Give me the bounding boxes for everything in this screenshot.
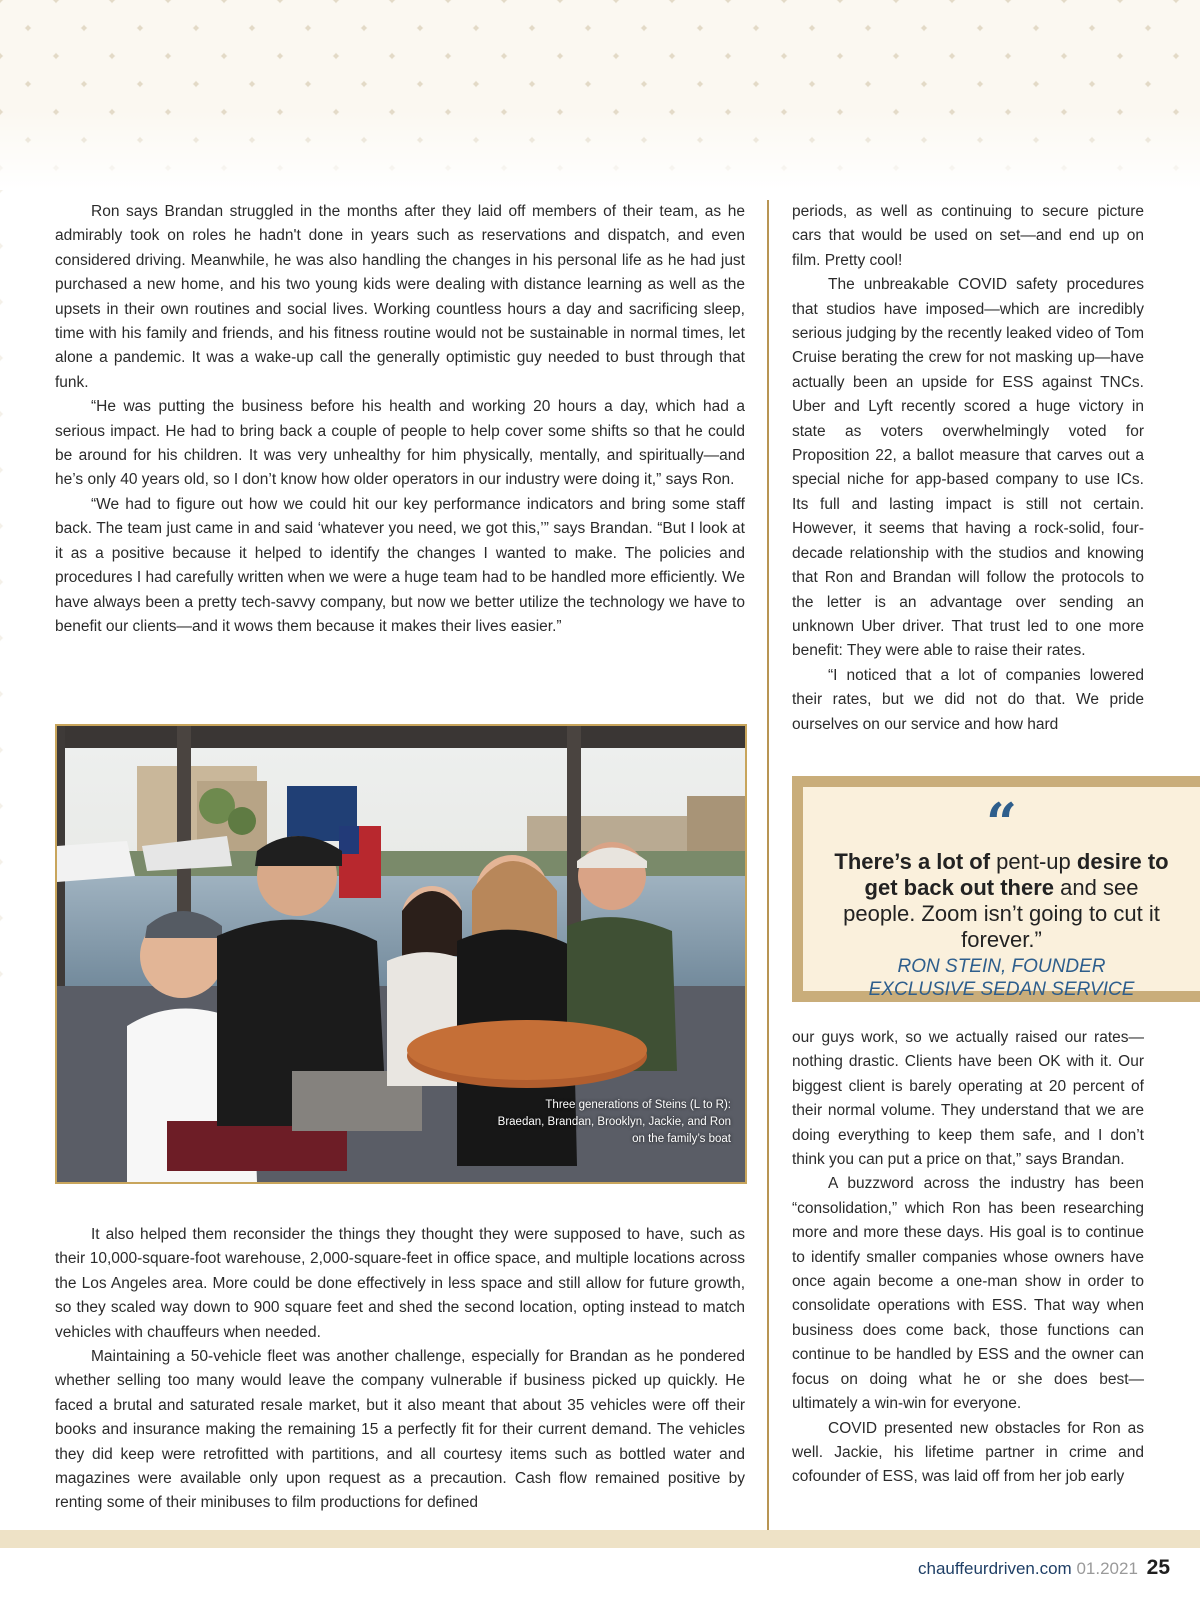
footer-band — [0, 1530, 1200, 1548]
paragraph: our guys work, so we actually raised our rates—nothing drastic. Clients have been OK with it. Our biggest client is barely operating at 20 percent of their normal volume. They understand that we are doing everything to keep them safe, and I don’t think you can put a price on that,” says Brandan. — [792, 1029, 1144, 1169]
pull-quote-box — [803, 787, 1200, 1000]
header-pattern-fade — [0, 110, 1200, 190]
quote-bold-2: desire to get back out there — [864, 849, 1169, 900]
photo-caption — [441, 1097, 731, 1148]
quote-bold-1: There’s a lot of — [834, 849, 991, 874]
column-divider — [767, 200, 769, 1530]
paragraph: It also helped them reconsider the things they thought they were supposed to have, such as their 10,000-square-foot warehouse, 2,000-square-feet in office space, and multiple locations across the Los Angeles area. More could be done effectively in less space and still allow for future growth, so they scaled way down to 900 square feet and shed the second location, opting instead to match vehicles with chauffeurs when needed. — [55, 1226, 745, 1341]
article-column-right-bottom — [792, 1026, 1144, 1490]
quote-regular-1: pent-up — [990, 849, 1077, 874]
issue-date: 01.2021 — [1076, 1559, 1138, 1578]
attribution-name: RON STEIN, FOUNDER — [897, 956, 1106, 977]
quote-attribution — [803, 955, 1200, 1001]
quote-regular-2: and see people. Zoom isn’t going to cut it forever.” — [843, 875, 1160, 952]
pull-quote — [792, 776, 1200, 1002]
article-column-left-top — [55, 200, 745, 639]
site-name: chauffeurdriven.com — [918, 1559, 1072, 1578]
quote-mark-icon: “ — [985, 791, 1018, 855]
side-pattern — [0, 190, 52, 990]
paragraph: Ron says Brandan struggled in the months after they laid off members of their team, as he admirably took on roles he hadn't done in years such as reservations and dispatch, and even considered driving. Meanwhile, he was also handling the changes in his personal life as he had just purchased a new home, and his two young kids were dealing with distance learning as well as the upsets in their own routines and social lives. Working countless hours a day and sacrificing sleep, time with his family and friends, and his fitness routine would not be sustainable in normal times, let alone a pandemic. It was a wake-up call the generally optimistic guy needed to bust through that funk. — [55, 203, 745, 391]
paragraph: “He was putting the business before his health and working 20 hours a day, which had a serious impact. He had to bring back a couple of people to help cover some shifts so that he could be around for his children. It was very unhealthy for him physically, mentally, and spiritually—and he’s only 40 years old, so I don’t know how older operators in our industry were doing it,” says Ron. — [55, 398, 745, 489]
page-number: 25 — [1146, 1556, 1170, 1579]
paragraph: periods, as well as continuing to secure picture cars that would be used on set—and end up on film. Pretty cool! — [792, 203, 1144, 269]
article-column-left-bottom — [55, 1223, 745, 1516]
paragraph: A buzzword across the industry has been “consolidation,” which Ron has been researching more and more these days. His goal is to continue to identify smaller companies whose owners have once again become a one-man show in order to consolidate operations with ESS. That way when business does come back, those functions can continue to be handled by ESS and the owner can focus on doing what he or she does best—ultimately a win-win for everyone. — [792, 1175, 1144, 1413]
paragraph: “I noticed that a lot of companies lowered their rates, but we did not do that. We pride ourselves on our service and how hard — [792, 666, 1144, 733]
paragraph: The unbreakable COVID safety procedures that studios have imposed—which are incredibly serious judging by the recently leaked video of Tom Cruise berating the crew for not masking up—have actually been an upside for ESS against TNCs. Uber and Lyft recently scored a huge victory in state as voters overwhelmingly voted for Proposition 22, a ballot measure that carves out a special niche for app-based company to use ICs. Its full and lasting impact is still not certain. However, it seems that having a rock-solid, four-decade relationship with the studios and knowing that Ron and Brandan will follow the protocols to the letter is an advantage over sending an unknown Uber driver. That trust led to one more benefit: They were able to raise their rates. — [792, 276, 1144, 660]
caption-line: on the family’s boat — [632, 1133, 731, 1145]
paragraph: “We had to figure out how we could hit our key performance indicators and bring some staff back. The team just came in and said ‘whatever you need, we got this,’” says Brandan. “But I look at it as a positive because it helped to identify the changes I wanted to make. The policies and procedures I had carefully written when we were a huge team had to be handled more efficiently. We have always been a pretty tech-savvy company, but now we better utilize the technology we have to benefit our clients—and it wows them because it makes their lives easier.” — [55, 495, 745, 635]
page-folio — [918, 1556, 1170, 1580]
paragraph: COVID presented new obstacles for Ron as well. Jackie, his lifetime partner in crime and cofounder of ESS, was laid off from her job early — [792, 1419, 1144, 1486]
article-column-right-top — [792, 200, 1144, 737]
attribution-company: EXCLUSIVE SEDAN SERVICE — [868, 979, 1135, 1000]
pull-quote-text — [829, 849, 1174, 953]
family-boat-photo — [55, 724, 747, 1184]
paragraph: Maintaining a 50-vehicle fleet was another challenge, especially for Brandan as he pondered whether selling too many would leave the company vulnerable if business picked up quickly. He faced a brutal and saturated resale market, but it also meant that about 35 vehicles were off their books and insurance making the remaining 15 a perfectly fit for their current demand. The vehicles they did keep were retrofitted with partitions, and all courtesy items such as bottled water and magazines were available only upon request as a precaution. Cash flow remained positive by renting some of their minibuses to film productions for defined — [55, 1348, 745, 1512]
caption-line: Three generations of Steins (L to R): — [545, 1099, 731, 1111]
caption-line: Braedan, Brandan, Brooklyn, Jackie, and Ron — [497, 1116, 731, 1128]
